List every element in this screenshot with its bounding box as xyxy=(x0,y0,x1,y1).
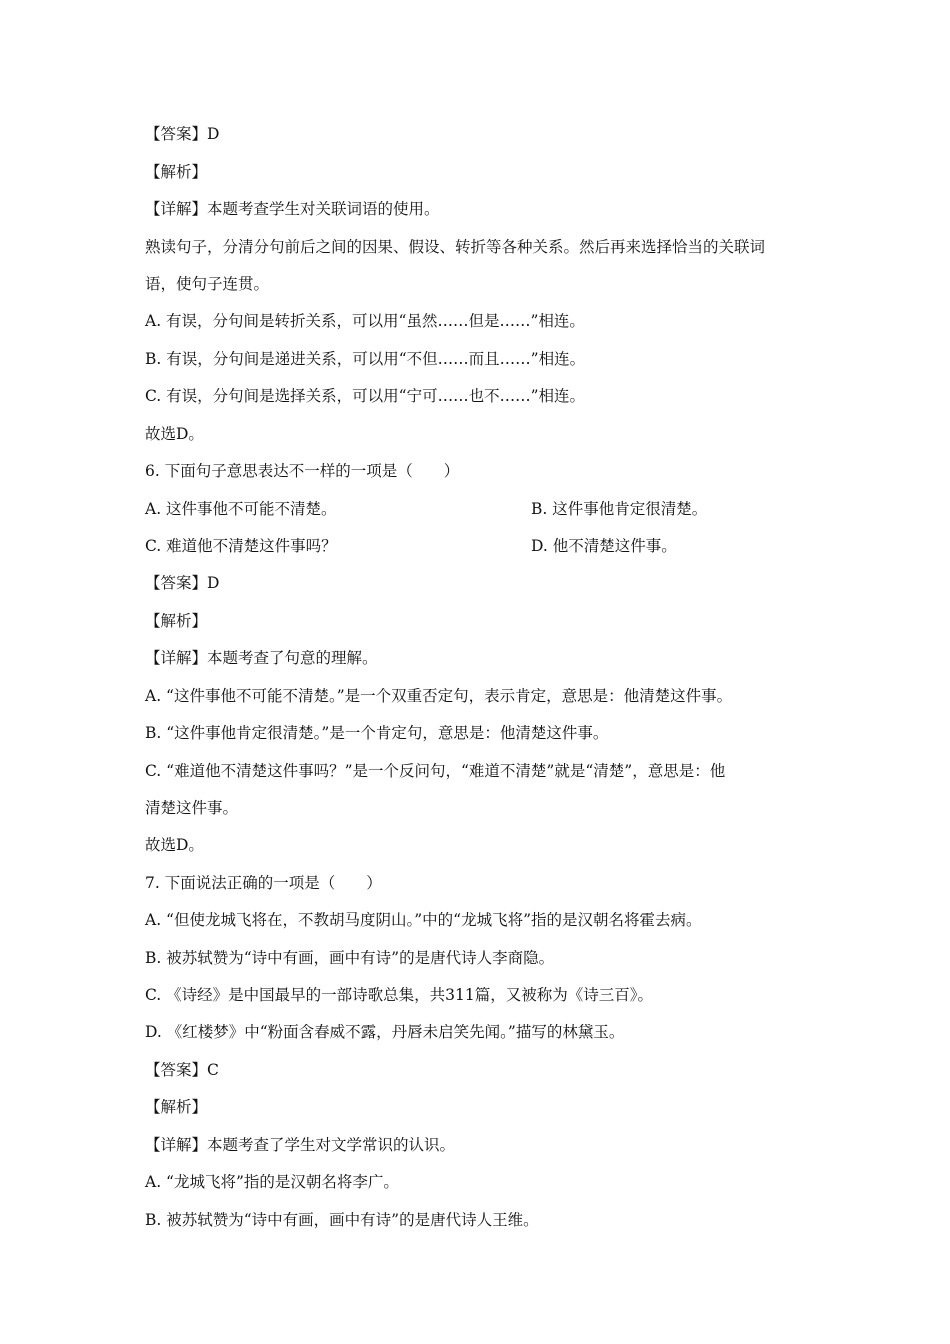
analysis-label: 【解析】 xyxy=(145,612,208,630)
answer-label: 【答案】D xyxy=(145,574,220,592)
explanation-a: A. “这件事他不可能不清楚。”是一个双重否定句，表示肯定，意思是：他清楚这件事。 xyxy=(145,687,733,705)
explanation-b: B. 有误，分句间是递进关系，可以用“不但……而且……”相连。 xyxy=(145,350,586,368)
option-c: C. 《诗经》是中国最早的一部诗歌总集，共311篇，又被称为《诗三百》。 xyxy=(145,986,653,1004)
analysis-label: 【解析】 xyxy=(145,1098,208,1116)
paragraph-line: 清楚这件事。 xyxy=(145,799,239,817)
conclusion: 故选D。 xyxy=(145,836,204,854)
question-7: 7. 下面说法正确的一项是（ ） xyxy=(145,874,382,892)
answer-label: 【答案】D xyxy=(145,125,220,143)
detail-text: 【详解】本题考查了学生对文学常识的认识。 xyxy=(145,1136,456,1154)
explanation-c: C. “难道他不清楚这件事吗？”是一个反问句，“难道不清楚”就是“清楚”，意思是：他 xyxy=(145,762,726,780)
detail-text: 【详解】本题考查学生对关联词语的使用。 xyxy=(145,200,440,218)
option-a: A. 这件事他不可能不清楚。 xyxy=(145,500,337,518)
explanation-a: A. 有误，分句间是转折关系，可以用“虽然……但是……”相连。 xyxy=(145,312,585,330)
explanation-b: B. “这件事他肯定很清楚。”是一个肯定句，意思是：他清楚这件事。 xyxy=(145,724,609,742)
option-c: C. 难道他不清楚这件事吗？ xyxy=(145,537,337,555)
explanation-c: C. 有误，分句间是选择关系，可以用“宁可……也不……”相连。 xyxy=(145,387,586,405)
option-d: D. 《红楼梦》中“粉面含春威不露，丹唇未启笑先闻。”描写的林黛玉。 xyxy=(145,1023,625,1041)
answer-label: 【答案】C xyxy=(145,1061,219,1079)
explanation-a: A. “龙城飞将”指的是汉朝名将李广。 xyxy=(145,1173,399,1191)
paragraph-line: 语，使句子连贯。 xyxy=(145,275,270,293)
explanation-b: B. 被苏轼赞为“诗中有画，画中有诗”的是唐代诗人王维。 xyxy=(145,1211,539,1229)
option-b: B. 这件事他肯定很清楚。 xyxy=(531,500,708,518)
conclusion: 故选D。 xyxy=(145,425,204,443)
question-6: 6. 下面句子意思表达不一样的一项是（ ） xyxy=(145,462,460,480)
option-b: B. 被苏轼赞为“诗中有画，画中有诗”的是唐代诗人李商隐。 xyxy=(145,949,555,967)
paragraph-line: 熟读句子，分清分句前后之间的因果、假设、转折等各种关系。然后再来选择恰当的关联词 xyxy=(145,238,766,256)
analysis-label: 【解析】 xyxy=(145,163,208,181)
detail-text: 【详解】本题考查了句意的理解。 xyxy=(145,649,378,667)
option-d: D. 他不清楚这件事。 xyxy=(531,537,677,555)
option-a: A. “但使龙城飞将在，不教胡马度阴山。”中的“龙城飞将”指的是汉朝名将霍去病。 xyxy=(145,911,702,929)
